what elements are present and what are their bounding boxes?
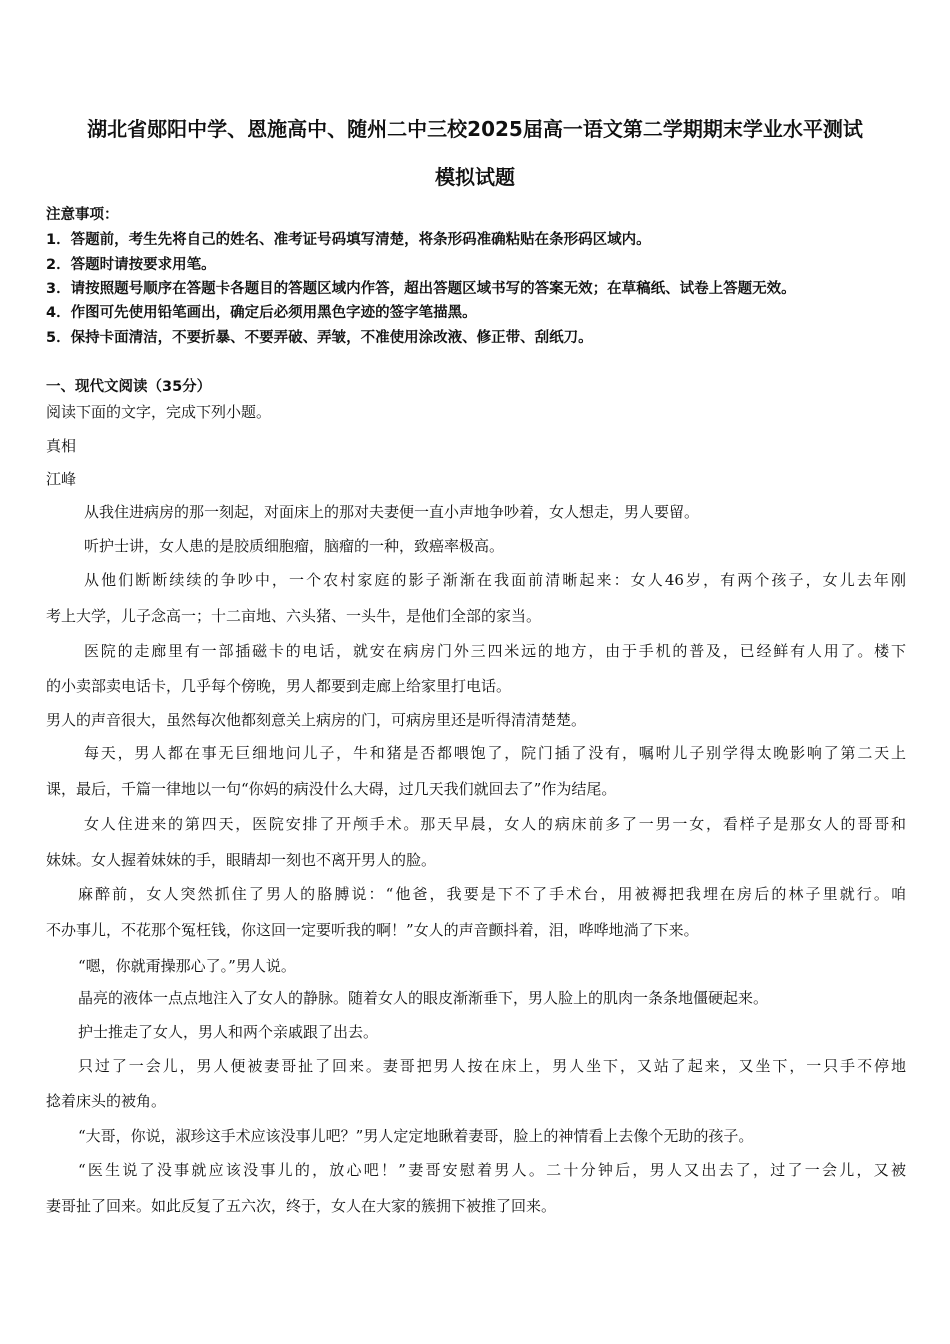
paragraph-line: 听护士讲，女人患的是胶质细胞瘤，脑瘤的一种，致癌率极高。 (84, 537, 505, 555)
paragraph-line: 课，最后，千篇一律地以一句“你妈的病没什么大碍，过几天我们就回去了”作为结尾。 (46, 780, 617, 798)
notice-item: 2．答题时请按要求用笔。 (46, 257, 216, 273)
paragraph-line: 每天，男人都在事无巨细地问儿子，牛和猪是否都喂饱了，院门插了没有，嘱咐儿子别学得太晚影响了第二天上 (84, 744, 906, 762)
paragraph-line: 晶亮的液体一点点地注入了女人的静脉。随着女人的眼皮渐渐垂下，男人脸上的肌肉一条条地僵硬起来。 (78, 989, 769, 1007)
paragraph-line: 捻着床头的被角。 (46, 1092, 167, 1110)
section-heading: 一、现代文阅读（35分） (46, 379, 212, 395)
paragraph-line: 只过了一会儿，男人便被妻哥扯了回来。妻哥把男人按在床上，男人坐下，又站了起来，又坐下，一只手不停地 (78, 1057, 906, 1075)
section-instruction: 阅读下面的文字，完成下列小题。 (46, 403, 272, 421)
paragraph-line: 医院的走廊里有一部插磁卡的电话，就安在病房门外三四米远的地方，由于手机的普及，已经鲜有人用了。楼下 (84, 642, 906, 660)
paragraph-line: “大哥，你说，淑珍这手术应该没事儿吧？”男人定定地瞅着妻哥，脸上的神情看上去像个无助的孩子。 (78, 1127, 754, 1145)
exam-title-line2: 模拟试题 (435, 165, 515, 189)
notice-item: 1．答题前，考生先将自己的姓名、准考证号码填写清楚，将条形码准确粘贴在条形码区域内。 (46, 232, 651, 248)
story-title: 真相 (46, 437, 77, 455)
paragraph-line: 护士推走了女人，男人和两个亲戚跟了出去。 (78, 1023, 379, 1041)
paragraph-line: “嗯，你就甭操那心了。”男人说。 (78, 957, 296, 975)
paragraph-line: 考上大学，儿子念高一；十二亩地、六头猪、一头牛，是他们全部的家当。 (46, 607, 542, 625)
story-author: 江峰 (46, 470, 77, 488)
paragraph-line: 女人住进来的第四天，医院安排了开颅手术。那天早晨，女人的病床前多了一男一女，看样子是那女人的哥哥和 (84, 815, 906, 833)
paragraph-line: 从他们断断续续的争吵中，一个农村家庭的影子渐渐在我面前清晰起来：女人46岁，有两个孩子，女儿去年刚 (84, 571, 906, 589)
exam-title-line1: 湖北省郧阳中学、恩施高中、随州二中三校2025届高一语文第二学期期末学业水平测试 (87, 117, 863, 141)
paragraph-line: 不办事儿，不花那个冤枉钱，你这回一定要听我的啊！”女人的声音颤抖着，泪，哗哗地淌了下来。 (46, 921, 699, 939)
paragraph-line: 从我住进病房的那一刻起，对面床上的那对夫妻便一直小声地争吵着，女人想走，男人要留。 (84, 503, 700, 521)
paragraph-line: 麻醉前，女人突然抓住了男人的胳膊说：“他爸，我要是下不了手术台，用被褥把我埋在房后的林子里就行。咱 (78, 885, 906, 903)
notice-heading: 注意事项： (46, 207, 119, 223)
notice-item: 4．作图可先使用铅笔画出，确定后必须用黑色字迹的签字笔描黑。 (46, 305, 477, 321)
paragraph-line: 妹妹。女人握着妹妹的手，眼睛却一刻也不离开男人的脸。 (46, 851, 437, 869)
paragraph-line: 妻哥扯了回来。如此反复了五六次，终于，女人在大家的簇拥下被推了回来。 (46, 1197, 557, 1215)
notice-item: 3．请按照题号顺序在答题卡各题目的答题区域内作答，超出答题区域书写的答案无效；在草稿纸、试卷上答题无效。 (46, 281, 796, 297)
notice-item: 5．保持卡面清洁，不要折暴、不要弄破、弄皱，不准使用涂改液、修正带、刮纸刀。 (46, 330, 593, 346)
paragraph-line: 男人的声音很大，虽然每次他都刻意关上病房的门，可病房里还是听得清清楚楚。 (46, 711, 587, 729)
paragraph-line: “医生说了没事就应该没事儿的，放心吧！”妻哥安慰着男人。二十分钟后，男人又出去了，过了一会儿，又被 (78, 1161, 906, 1179)
paragraph-line: 的小卖部卖电话卡，几乎每个傍晚，男人都要到走廊上给家里打电话。 (46, 677, 512, 695)
